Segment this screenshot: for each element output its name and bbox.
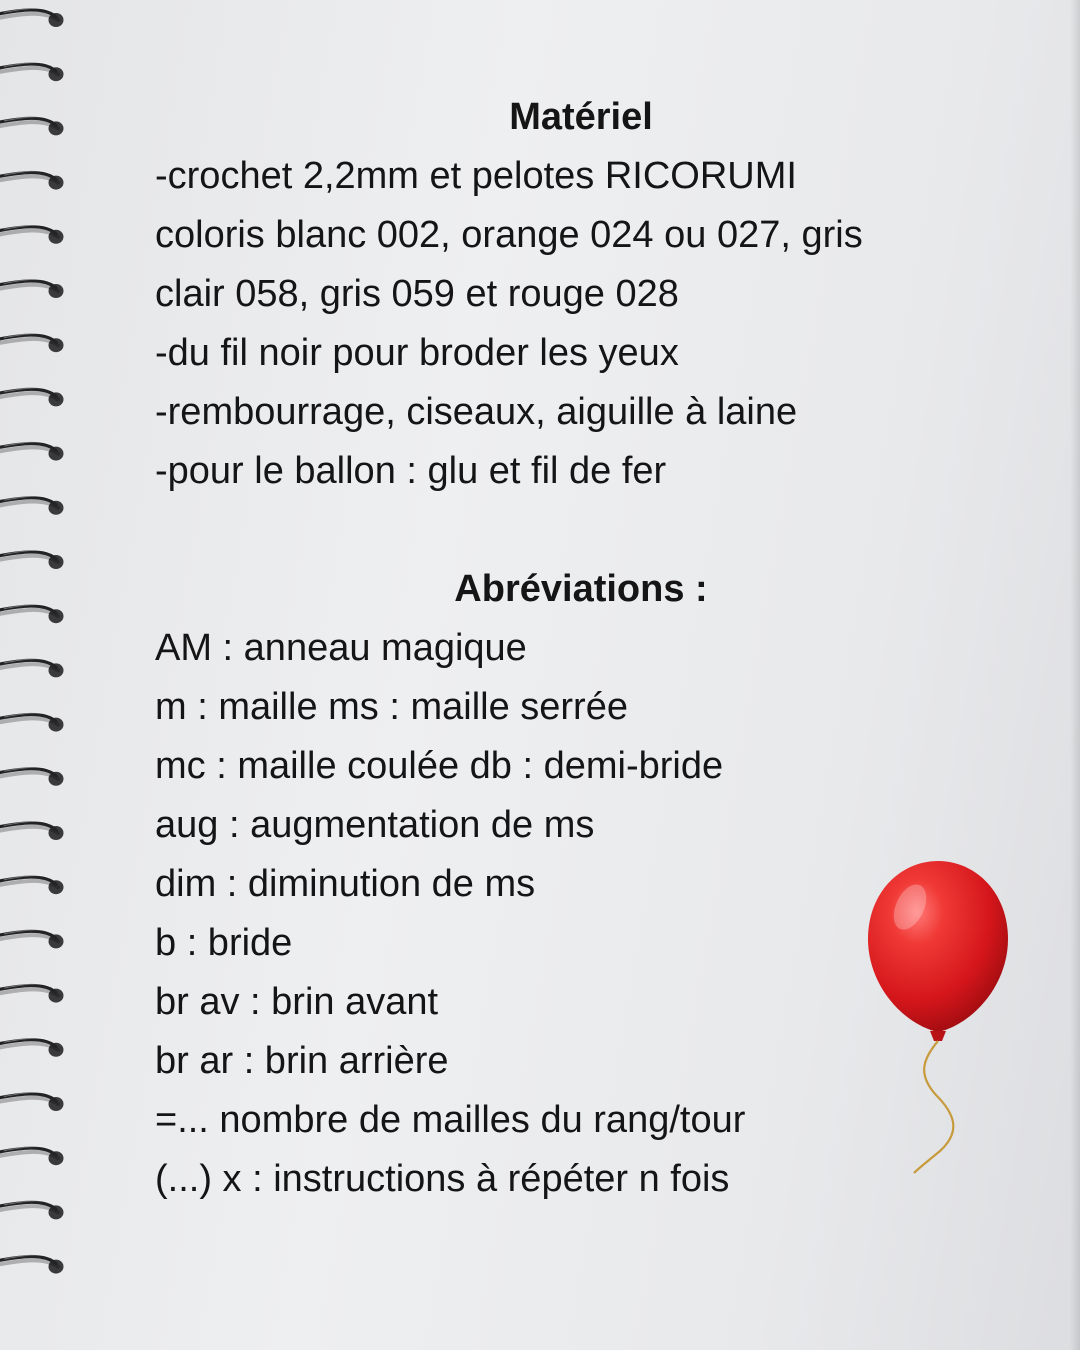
notebook-spiral-icon xyxy=(0,0,80,1350)
materials-line: -pour le ballon : glu et fil de fer xyxy=(155,450,667,492)
materials-line: -crochet 2,2mm et pelotes RICORUMI xyxy=(155,155,797,197)
red-balloon-icon xyxy=(858,855,1018,1185)
abbreviation-line: AM : anneau magique xyxy=(155,627,527,669)
abbreviation-line: br ar : brin arrière xyxy=(155,1040,449,1082)
abbreviations-title: Abréviations : xyxy=(454,568,708,610)
abbreviation-line: =... nombre de mailles du rang/tour xyxy=(155,1099,746,1141)
section-spacer xyxy=(155,501,1035,560)
materials-line: clair 058, gris 059 et rouge 028 xyxy=(155,273,679,315)
abbreviation-line: br av : brin avant xyxy=(155,981,439,1023)
abbreviation-line: (...) x : instructions à répéter n fois xyxy=(155,1158,730,1200)
materials-line: coloris blanc 002, orange 024 ou 027, gris xyxy=(155,214,863,256)
abbreviation-line: mc : maille coulée db : demi-bride xyxy=(155,745,724,787)
abbreviation-line: m : maille ms : maille serrée xyxy=(155,686,628,728)
materials-line: -du fil noir pour broder les yeux xyxy=(155,332,679,374)
page-edge-shadow xyxy=(1070,0,1080,1350)
materials-line: -rembourrage, ciseaux, aiguille à laine xyxy=(155,391,798,433)
abbreviation-line: dim : diminution de ms xyxy=(155,863,536,905)
abbreviation-line: b : bride xyxy=(155,922,293,964)
materials-title: Matériel xyxy=(509,96,653,138)
abbreviation-line: aug : augmentation de ms xyxy=(155,804,595,846)
